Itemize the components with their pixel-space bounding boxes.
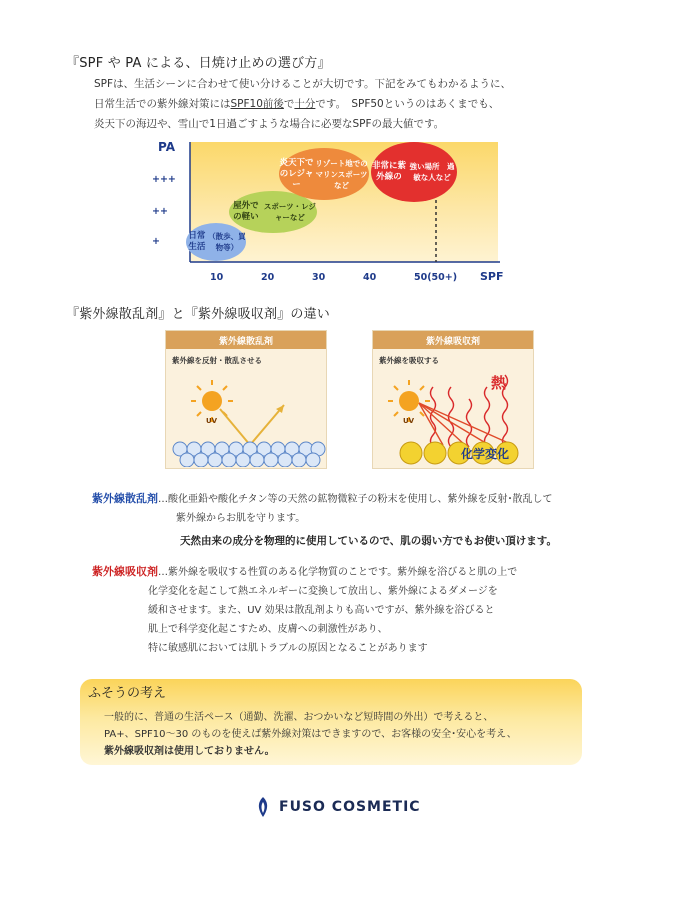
bubble-label: 非常に紫外線の	[372, 161, 407, 182]
bubble-sublabel: リゾート地でのマリンスポーツなど	[315, 158, 368, 190]
spf-pa-chart	[148, 138, 508, 288]
x-tick-label: 50(50+)	[414, 272, 458, 283]
scatter-agent-panel	[165, 330, 327, 469]
y-tick-label: +	[152, 236, 160, 247]
scatter-desc-line2: 紫外線からお肌を守ります。	[176, 513, 306, 524]
absorb-desc-line1	[92, 562, 632, 582]
absorb-description	[92, 562, 632, 658]
bubble-sublabel: 強い場所 過敏な人など	[409, 162, 455, 182]
scatter-illustration	[166, 349, 326, 467]
bubble-label: 日常生活	[188, 231, 206, 252]
para-line2-c: です。 SPF50というのはあくまでも、	[315, 98, 500, 110]
chart-point-bubble	[279, 148, 369, 200]
philosophy-line2: PA+、SPF10～30 のものを使えば紫外線対策はできますので、お客様の安全･安心を考え、	[104, 729, 517, 740]
section2-title: 『紫外線散乱剤』と『紫外線吸収剤』の違い	[66, 307, 331, 322]
scatter-desc-line1	[92, 489, 632, 509]
absorb-desc-line2: 化学変化を起こして熱エネルギーに変換して放出し、紫外線によるダメージを	[148, 586, 498, 597]
y-axis-label: PA	[158, 140, 175, 154]
heat-label: 熱	[491, 374, 507, 392]
fuso-logo-icon	[255, 796, 271, 818]
philosophy-box	[80, 679, 582, 765]
scatter-term: 紫外線散乱剤	[92, 492, 158, 505]
para-line3: 炎天下の海辺や、雪山で1日過ごすような場合に必要なSPFの最大値です。	[94, 118, 445, 130]
philosophy-body	[104, 709, 582, 760]
para-line2-a: 日常生活での紫外線対策には	[94, 98, 231, 110]
para-line2-u1: SPF10前後	[230, 98, 284, 110]
scatter-line1-text: …酸化亜鉛や酸化チタン等の天然の鉱物微粒子の粉末を使用し、紫外線を反射･散乱して	[158, 494, 553, 505]
footer-logo	[255, 796, 421, 818]
absorb-desc-line5: 特に敏感肌においては肌トラブルの原因となることがあります	[148, 643, 428, 654]
absorb-desc-line3: 緩和させます。また、UV 効果は散乱剤よりも高いですが、紫外線を浴びると	[148, 605, 495, 616]
absorb-line1-text: …紫外線を吸収する性質のある化学物質のことです。紫外線を浴びると肌の上で	[158, 567, 518, 578]
x-axis-label: SPF	[480, 270, 504, 283]
x-tick-label: 40	[363, 272, 377, 283]
bubble-sublabel: （散歩、買物等）	[208, 232, 246, 252]
philosophy-title: ふそうの考え	[88, 686, 167, 701]
absorb-panel-header: 紫外線吸収剤	[373, 331, 533, 349]
absorb-agent-panel	[372, 330, 534, 469]
scatter-description	[92, 489, 632, 551]
para-line1: SPFは、生活シーンに合わせて使い分けることが大切です。下記をみてもわかるように、	[94, 78, 511, 90]
chart-point-bubble	[186, 223, 246, 261]
bubble-label: 炎天下でのレジャー	[279, 157, 314, 190]
scatter-panel-subtitle: 紫外線を反射・散乱させる	[172, 356, 262, 365]
scatter-uv-label: UV	[206, 417, 218, 425]
particles	[173, 442, 325, 467]
reflect-arrow	[220, 405, 284, 445]
absorb-uv-label: UV	[403, 417, 415, 425]
scatter-note: 天然由来の成分を物理的に使用しているので、肌の弱い方でもお使い頂けます。	[180, 535, 557, 547]
chart-point-bubble	[371, 142, 457, 202]
y-tick-label: ++	[152, 206, 168, 217]
scatter-panel-header: 紫外線散乱剤	[166, 331, 326, 349]
x-tick-label: 30	[312, 272, 326, 283]
bubble-label: 屋外での軽い	[233, 201, 259, 222]
sun-icon	[388, 380, 430, 422]
absorb-term: 紫外線吸収剤	[92, 565, 158, 578]
philosophy-line3: 紫外線吸収剤は使用しておりません。	[104, 746, 275, 757]
chem-change-label: 化学変化	[461, 447, 510, 461]
bubble-sublabel: スポーツ・レジャーなど	[263, 202, 316, 222]
absorb-desc-line4: 肌上で科学変化起こすため、皮膚への刺激性があり、	[148, 624, 388, 635]
absorb-panel-subtitle: 紫外線を吸収する	[379, 356, 439, 365]
para-line2	[94, 94, 594, 114]
x-tick-label: 10	[210, 272, 224, 283]
philosophy-line1: 一般的に、普通の生活ペース（通勤、洗濯、おつかいなど短時間の外出）で考えると、	[104, 712, 494, 723]
section1-title: 『SPF や PA による、日焼け止めの選び方』	[66, 56, 331, 71]
x-tick-label: 20	[261, 272, 275, 283]
y-tick-label: +++	[152, 174, 176, 185]
para-line2-b: で	[283, 98, 295, 110]
para-line2-u2: 十分	[294, 98, 316, 110]
section1-paragraph	[94, 74, 594, 134]
brand-name: FUSO COSMETIC	[279, 799, 421, 815]
